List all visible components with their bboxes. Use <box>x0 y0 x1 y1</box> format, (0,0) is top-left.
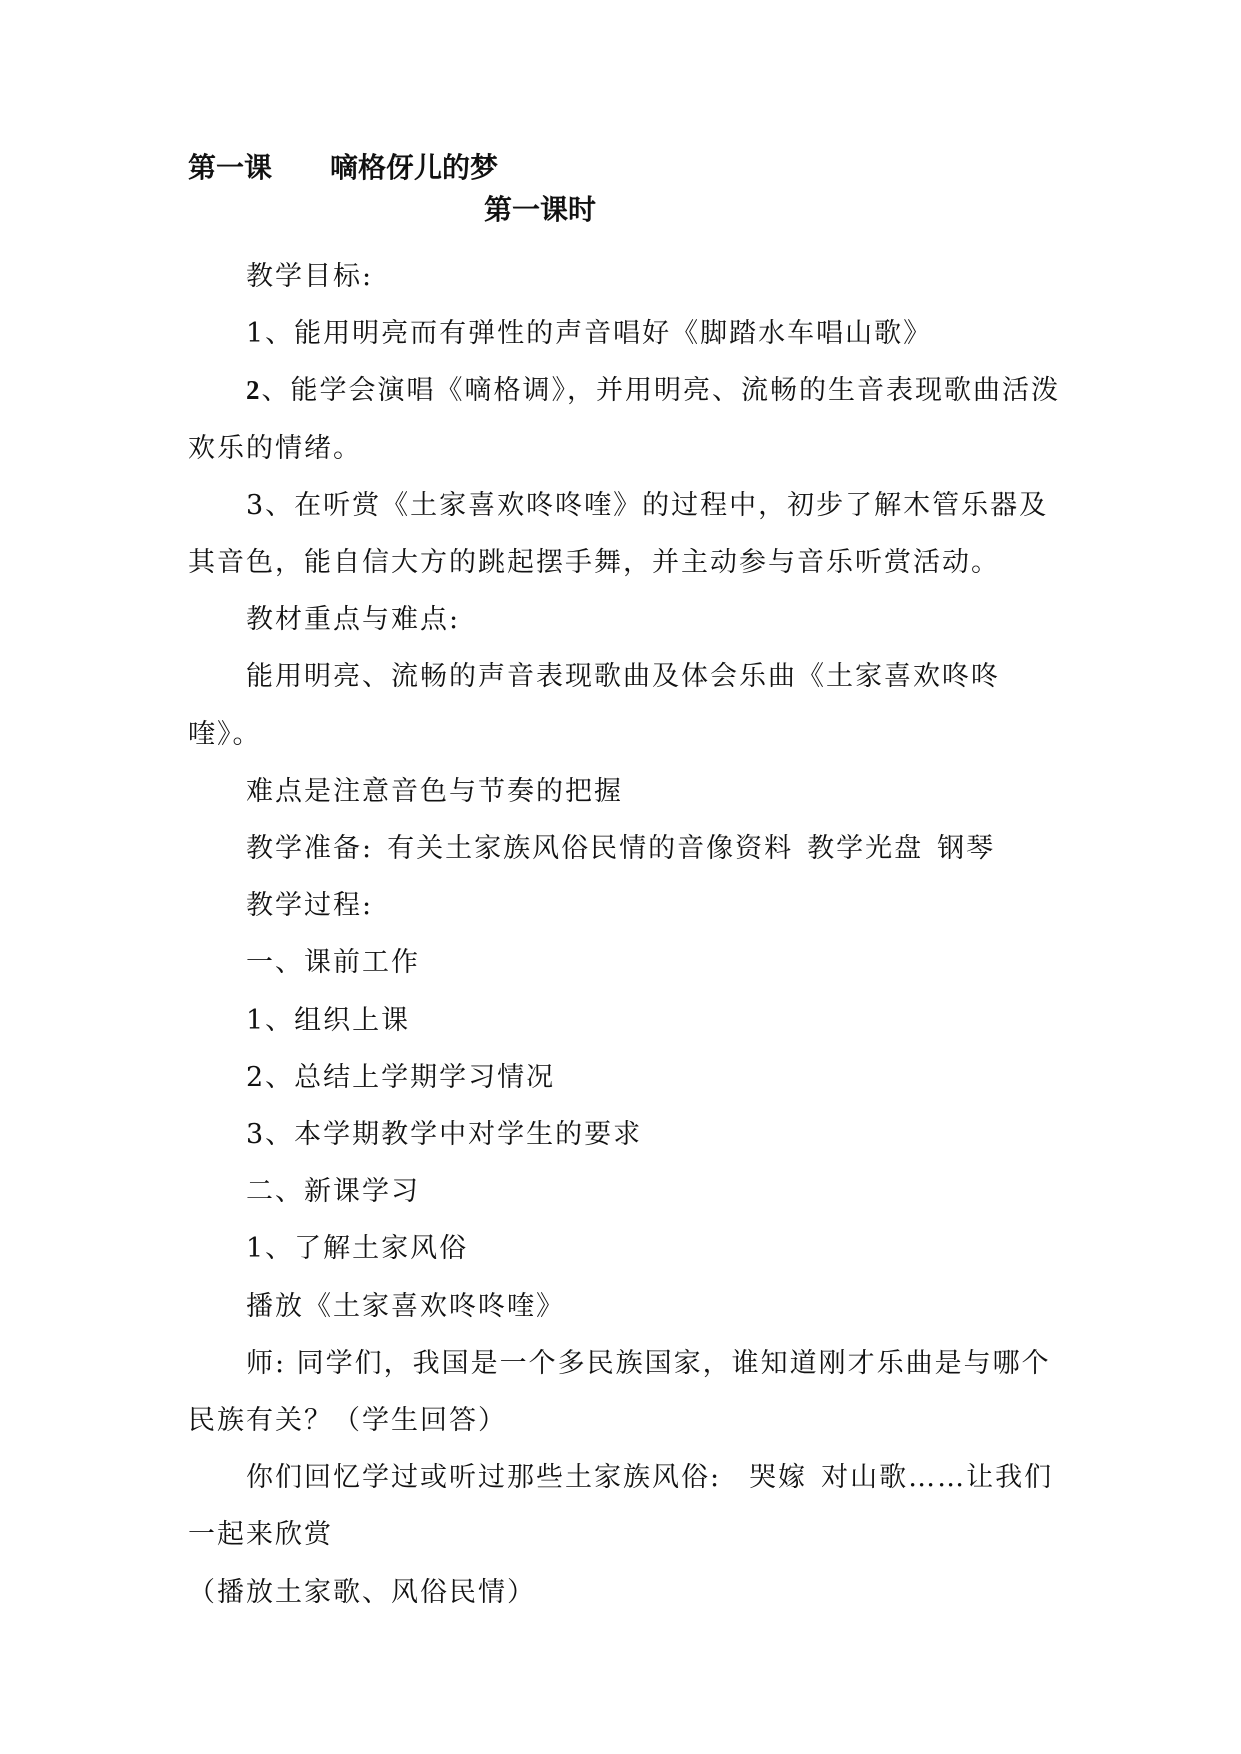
part2-step-1: 1、了解土家风俗 <box>246 1233 469 1265</box>
period-title: 第一课时 <box>484 193 597 226</box>
process-heading: 教学过程: <box>246 890 374 922</box>
preparation-item-2: 教学光盘 <box>807 833 924 865</box>
part1-heading: 一、课前工作 <box>246 947 420 979</box>
preparation-item-1: 有关土家族风俗民情的音像资料 <box>387 833 794 865</box>
objectives-heading: 教学目标: <box>246 261 374 292</box>
recall-intro: 你们回忆学过或听过那些土家族风俗: <box>246 1462 722 1494</box>
teacher-question: 师: 同学们，我国是一个多民族国家，谁知道刚才乐曲是与哪个民族有关？（学生回答） <box>188 1347 1051 1437</box>
key-points-difficulty: 难点是注意音色与节奏的把握 <box>246 775 623 807</box>
preparation-label: 教学准备: <box>246 833 374 865</box>
part2-heading: 二、新课学习 <box>246 1176 420 1208</box>
objective-2-text: 、能学会演唱《嘀格调》，并用明亮、流畅的生音表现歌曲活泼欢乐的情绪。 <box>188 375 1060 464</box>
objective-2 <box>188 362 1068 476</box>
recall-paragraph <box>188 1449 1068 1563</box>
part2-play-1: 播放《土家喜欢咚咚喹》 <box>246 1290 565 1322</box>
objective-1: 1、能用明亮而有弹性的声音唱好《脚踏水车唱山歌》 <box>246 318 933 350</box>
objective-2-number: 2 <box>246 375 262 406</box>
lesson-title <box>188 150 498 186</box>
recall-custom-2: 对山歌……让我们一起来欣赏 <box>188 1462 1054 1551</box>
part1-item-3: 3、本学期教学中对学生的要求 <box>246 1119 643 1151</box>
part1-item-2: 2、总结上学期学习情况 <box>246 1061 556 1093</box>
key-points-focus: 能用明亮、流畅的声音表现歌曲及体会乐曲《土家喜欢咚咚喹》。 <box>188 661 1000 750</box>
document-body <box>188 248 1068 1621</box>
lesson-number: 第一课 <box>188 151 273 184</box>
lesson-name: 嘀格伢儿的梦 <box>330 151 499 184</box>
recall-custom-1: 哭嫁 <box>749 1462 808 1494</box>
objective-3: 3、在听赏《土家喜欢咚咚喹》的过程中，初步了解木管乐器及其音色，能自信大方的跳起摆手舞，并主动参与音乐听赏活动。 <box>188 489 1049 579</box>
part1-item-1: 1、组织上课 <box>246 1004 411 1036</box>
preparation <box>188 820 1068 877</box>
preparation-item-3: 钢琴 <box>937 833 996 865</box>
part2-play-2: （播放土家歌、风俗民情） <box>188 1576 536 1608</box>
key-points-heading: 教材重点与难点: <box>246 604 461 636</box>
